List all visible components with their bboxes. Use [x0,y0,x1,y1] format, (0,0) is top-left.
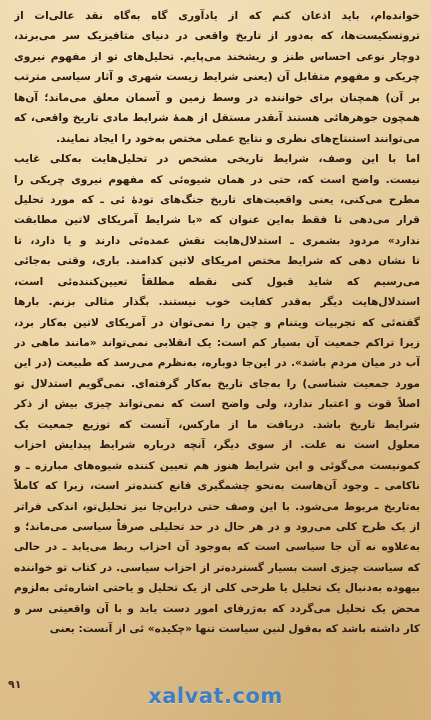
text-line: آب در میان مردم باشد». در این‌جا دوباره، به‌نظرم می‌رسد که طبیعت (در این [14,357,420,370]
text-line: اما با این وصف، شرایط تاریخی مشخص در تحلیل‌هایت به‌کلی غایب [14,153,420,166]
text-line: از یک طرح کلی می‌رود و در هر حال در حد تحلیلی صرفاً سیاسی می‌ماند؛ و [14,520,420,533]
text-line: تروتسکیست‌ها، که به‌دور از تاریخ واقعی در دنیای متافیزیک سر می‌برند، [14,30,420,43]
text-line: چریکی و مفهوم متقابل آن (یعنی شرایط زیست شهری و آثار سیاسی مترتب [14,71,420,84]
text-line: قرار می‌دهی تا فقط به‌این عنوان که «با شرایط آمریکای لاتین مطابقت [14,214,420,227]
text-line: بیهوده به‌دنبال یک تحلیل یا طرحی کلی از یک تحلیل و یاحتی اشاره‌ئی به‌لزوم [14,582,420,595]
page-number: ۹۱ [8,678,22,691]
text-line: مورد جمعیت شناسی) را به‌جای تاریخ به‌کار گرفته‌ای. نمی‌گویم استدلال تو [14,377,420,390]
text-line: می‌توانند استنتاج‌های نظری و نتایج عملی مختص به‌خود را ایجاد نمایند. [56,132,420,145]
text-line: مطرح می‌کنی، یعنی واقعیت‌های تاریخ جنگ‌های تودهٔ ئی ـ که مورد تحلیل [14,193,420,206]
text-line: دوچار نوعی احساس طنز و ریشخند می‌پایم. تحلیل‌های تو از مفهوم نیروی [14,50,420,63]
text-line: ندارد» مردود بشمری ـ استدلال‌هایت نقش عمده‌ئی دارند و یا دارد، تا [14,234,420,247]
text-line: ناکامی ـ وجود آن‌هاست به‌نحو چشمگیری قانع کننده‌تر است، زیرا که کاملاً [14,480,420,493]
text-line: محض یک تحلیل می‌گردد که به‌ژرفای امور دست یابد و با آن واقعیتی سر و [14,602,420,615]
watermark: xalvat.com [148,684,283,708]
text-line: همچون جوهرهائی هستند آنقدر مستقل از همهٔ شرایط مادی تاریخ واقعی، که [14,112,420,125]
text-line: شرایط تاریخ باشد. دریافت ما از مارکس، آنست که توزیع جمعیت یک [14,418,420,431]
text-line: کمونیست می‌گوئی و این شرایط هنوز هم تعیین کننده شیوه‌های مبارزه ـ و [14,459,420,472]
text-line: استدلال‌هایت دیگر به‌قدر کفایت خوب نیستند. بگذار مثالی بزنم. بارها [14,296,420,309]
body-text [14,6,420,662]
text-line: به‌علاوه نه آن جا سیاسی است که به‌وجود آن احزاب ربط می‌یابد ـ در حالی [14,541,420,554]
text-line: کار داشته باشد که به‌قول لنین سیاست تنها «چکیده» ئی از آنست: یعنی [49,623,420,636]
text-line: به‌تاریخ مربوط می‌شود. با این وصف حتی دراین‌جا نیز تحلیل‌تو، اندکی فراتر [14,500,420,513]
text-line: خوانده‌ام، باید اذعان کنم که از یادآوری گاه به‌گاه نقد عالی‌ات از [14,10,420,22]
text-line: بر آن) همچنان برای خواننده در وسط زمین و آسمان معلق می‌ماند؛ آن‌ها [14,91,420,104]
text-line: نیست. واضح است که، حتی در همان شیوه‌ئی که مفهوم نیروی چریکی را [14,173,420,186]
text-line: معلول است نه علت. از سوی دیگر، آنچه درباره شرایط پیدایش احزاب [14,439,420,452]
text-line: می‌رسیم که شاید قبول کنی نقطه مطلقاً تعیین‌کننده‌ئی است، [14,275,420,288]
text-line: تا نشان دهی که شرایط مختص امریکای لاتین کدامند. باری، وقتی به‌جائی [14,255,420,268]
text-line: زیرا تراکم جمعیت آن بسیار کم است: یک انقلابی نمی‌تواند «مانند ماهی در [14,337,420,349]
text-line: گفته‌ئی که تجربیات ویتنام و چین را نمی‌توان در آمریکای لاتین به‌کار برد، [14,316,420,329]
text-line: اصلاً قوت و اعتبار ندارد، ولی واضح است که نمی‌تواند چیزی بیش از ذکر [14,398,420,411]
text-line: که سیاست چیزی است بسیار گسترده‌تر از احزاب سیاسی. در کتاب تو خواننده [14,561,420,574]
